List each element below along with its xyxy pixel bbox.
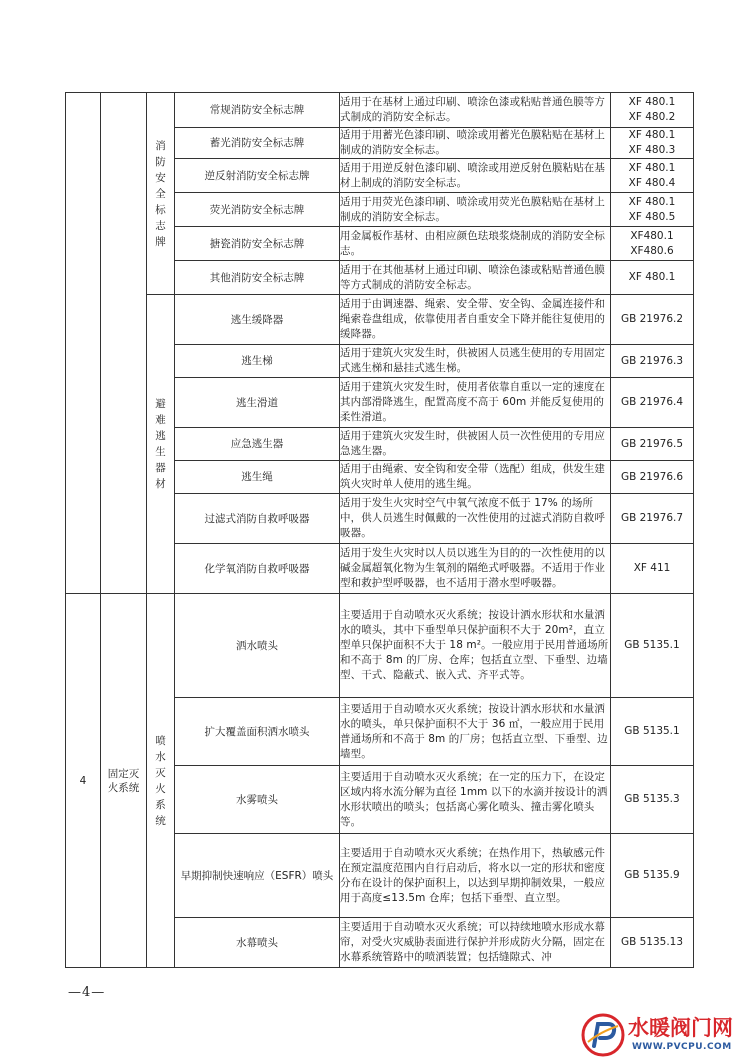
product-name: 洒水喷头 bbox=[175, 594, 340, 698]
product-description: 用金属板作基材、由相应颜色珐琅浆烧制成的消防安全标志。 bbox=[340, 227, 611, 261]
table-row bbox=[66, 594, 694, 698]
standard-code: GB 21976.5 bbox=[620, 437, 684, 450]
watermark bbox=[580, 1012, 740, 1058]
product-name: 逃生缓降器 bbox=[175, 295, 340, 345]
category-label: 固定灭火系统 bbox=[107, 767, 140, 794]
product-standards-table bbox=[65, 92, 694, 968]
subcategory-cell bbox=[147, 295, 175, 594]
standard-code: GB 21976.3 bbox=[620, 354, 684, 367]
category-cell bbox=[101, 594, 147, 968]
product-name: 逃生绳 bbox=[175, 461, 340, 494]
standard-code: XF 480.3 bbox=[628, 144, 676, 156]
standard-code: XF 411 bbox=[633, 562, 671, 574]
standard-cell bbox=[611, 766, 694, 834]
product-name: 逃生滑道 bbox=[175, 378, 340, 428]
watermark-title: 水暖阀门网 bbox=[628, 1016, 733, 1040]
product-name: 化学氧消防自救呼吸器 bbox=[175, 544, 340, 594]
product-description: 适用于用荧光色漆印刷、喷涂或用荧光色膜粘贴在基材上制成的消防安全标志。 bbox=[340, 193, 611, 227]
product-name: 其他消防安全标志牌 bbox=[175, 261, 340, 295]
standard-code: XF 480.1 bbox=[628, 195, 676, 208]
product-description: 适用于由绳索、安全钩和安全带（选配）组成，供发生建筑火灾时单人使用的逃生绳。 bbox=[340, 461, 611, 494]
product-name: 逃生梯 bbox=[175, 345, 340, 378]
product-description: 主要适用于自动喷水灭火系统；在热作用下，热敏感元件在预定温度范围内自行启动后，将水以一定的形状和密度分布在设计的保护面积上，以达到早期抑制效果，一般应用于高度≤13.5m 仓库；包括下垂型、直立型。 bbox=[340, 834, 611, 918]
standard-cell bbox=[611, 594, 694, 698]
standard-code: GB 21976.2 bbox=[620, 313, 684, 325]
standard-cell bbox=[611, 698, 694, 766]
product-description: 适用于用蓄光色漆印刷、喷涂或用蓄光色膜粘贴在基材上制成的消防安全标志。 bbox=[340, 128, 611, 159]
standard-cell bbox=[611, 494, 694, 544]
standard-cell bbox=[611, 544, 694, 594]
standard-cell bbox=[611, 261, 694, 295]
product-name: 应急逃生器 bbox=[175, 428, 340, 461]
product-description: 适用于建筑火灾发生时，使用者依靠自重以一定的速度在其内部滑降逃生，配置高度不高于 60m 并能反复使用的柔性滑道。 bbox=[340, 378, 611, 428]
product-name: 过滤式消防自救呼吸器 bbox=[175, 494, 340, 544]
watermark-url: WWW.PVCPU.COM bbox=[632, 1042, 732, 1052]
subcategory-cell bbox=[147, 594, 175, 968]
standard-code: XF 480.1 bbox=[628, 96, 676, 108]
product-description: 主要适用于自动喷水灭火系统；按设计洒水形状和水量洒水的喷头，单只保护面积不大于 36 ㎡，一般应用于民用普通场所和不高于 8m 的厂房；包括直立型、下垂型、边墙型。 bbox=[340, 698, 611, 766]
product-description: 主要适用于自动喷水灭火系统；可以持续地喷水形成水幕帘，对受火灾威胁表面进行保护并形成防火分隔，固定在水幕系统管路中的喷洒装置；包括缝隙式、冲 bbox=[340, 918, 611, 968]
standard-cell bbox=[611, 159, 694, 193]
subcategory-label: 消防安全标志牌 bbox=[155, 139, 166, 248]
standard-code: XF 480.5 bbox=[628, 210, 676, 223]
standard-code: XF480.1 bbox=[630, 229, 674, 242]
category-cell-empty bbox=[101, 93, 147, 594]
product-name: 常规消防安全标志牌 bbox=[175, 93, 340, 128]
product-description: 主要适用于自动喷水灭火系统；在一定的压力下，在设定区域内将水流分解为直径 1mm 以下的水滴并按设计的洒水形状喷出的喷头；包括离心雾化喷头、撞击雾化喷头等。 bbox=[340, 766, 611, 834]
product-name: 搪瓷消防安全标志牌 bbox=[175, 227, 340, 261]
standard-cell bbox=[611, 227, 694, 261]
product-description: 适用于建筑火灾发生时，供被困人员逃生使用的专用固定式逃生梯和悬挂式逃生梯。 bbox=[340, 345, 611, 378]
product-description: 适用于用逆反射色漆印刷、喷涂或用逆反射色膜粘贴在基材上制成的消防安全标志。 bbox=[340, 159, 611, 193]
product-description: 适用于在基材上通过印刷、喷涂色漆或粘贴普通色膜等方式制成的消防安全标志。 bbox=[340, 93, 611, 128]
subcategory-cell bbox=[147, 93, 175, 295]
product-name: 扩大覆盖面积洒水喷头 bbox=[175, 698, 340, 766]
standard-cell bbox=[611, 295, 694, 345]
standard-cell bbox=[611, 345, 694, 378]
table-row bbox=[66, 93, 694, 128]
standard-code: GB 21976.7 bbox=[620, 512, 684, 524]
product-name: 蓄光消防安全标志牌 bbox=[175, 128, 340, 159]
watermark-logo-icon bbox=[580, 1012, 626, 1058]
standard-cell bbox=[611, 461, 694, 494]
page-number: —4— bbox=[68, 985, 106, 1000]
standard-cell bbox=[611, 834, 694, 918]
standard-code: GB 5135.1 bbox=[624, 639, 680, 651]
standard-code: GB 21976.6 bbox=[620, 470, 684, 483]
product-name: 水雾喷头 bbox=[175, 766, 340, 834]
standard-cell bbox=[611, 918, 694, 968]
row-number: 4 bbox=[66, 594, 101, 968]
subcategory-label: 避难逃生器材 bbox=[155, 398, 166, 490]
standard-code: XF 480.4 bbox=[628, 176, 676, 189]
product-description: 适用于发生火灾时空气中氧气浓度不低于 17% 的场所中，供人员逃生时佩戴的一次性使用的过滤式消防自救呼吸器。 bbox=[340, 494, 611, 544]
product-name: 荧光消防安全标志牌 bbox=[175, 193, 340, 227]
product-description: 主要适用于自动喷水灭火系统；按设计洒水形状和水量洒水的喷头，其中下垂型单只保护面积不大于 20m²，直立型单只保护面积不大于 18 m²。一般应用于民用普通场所和不高于 8m 的厂房、仓库；包括直立型、下垂型、边墙型、干式、隐蔽式、嵌入式、齐平式等。 bbox=[340, 594, 611, 698]
standard-code: XF 480.1 bbox=[628, 161, 676, 174]
product-description: 适用于建筑火灾发生时，供被困人员一次性使用的专用应急逃生器。 bbox=[340, 428, 611, 461]
standard-code: XF 480.1 bbox=[628, 271, 676, 283]
standard-code: XF 480.1 bbox=[628, 129, 676, 141]
standard-cell bbox=[611, 428, 694, 461]
standard-cell bbox=[611, 128, 694, 159]
standard-cell bbox=[611, 378, 694, 428]
product-description: 适用于发生火灾时以人员以逃生为目的的一次性使用的以碱金属超氧化物为生氧剂的隔绝式呼吸器。不适用于作业型和救护型呼吸器，也不适用于潜水型呼吸器。 bbox=[340, 544, 611, 594]
number-cell-empty bbox=[66, 93, 101, 594]
standard-code: GB 5135.1 bbox=[624, 725, 680, 737]
standard-code: XF480.6 bbox=[630, 244, 674, 257]
product-description: 适用于在其他基材上通过印刷、喷涂色漆或粘贴普通色膜等方式制成的消防安全标志。 bbox=[340, 261, 611, 295]
standard-code: GB 5135.13 bbox=[620, 936, 684, 948]
table-row bbox=[66, 295, 694, 345]
product-name: 水幕喷头 bbox=[175, 918, 340, 968]
standard-code: GB 5135.9 bbox=[624, 869, 680, 881]
standard-code: GB 21976.4 bbox=[620, 396, 684, 408]
standard-cell bbox=[611, 193, 694, 227]
product-description: 适用于由调速器、绳索、安全带、安全钩、金属连接件和绳索卷盘组成，依靠使用者自重安全下降并能往复使用的缓降器。 bbox=[340, 295, 611, 345]
product-name: 早期抑制快速响应（ESFR）喷头 bbox=[175, 834, 340, 918]
subcategory-label: 喷水灭火系统 bbox=[155, 734, 166, 827]
standard-code: GB 5135.3 bbox=[624, 793, 680, 805]
standard-code: XF 480.2 bbox=[628, 111, 676, 123]
product-name: 逆反射消防安全标志牌 bbox=[175, 159, 340, 193]
standard-cell bbox=[611, 93, 694, 128]
